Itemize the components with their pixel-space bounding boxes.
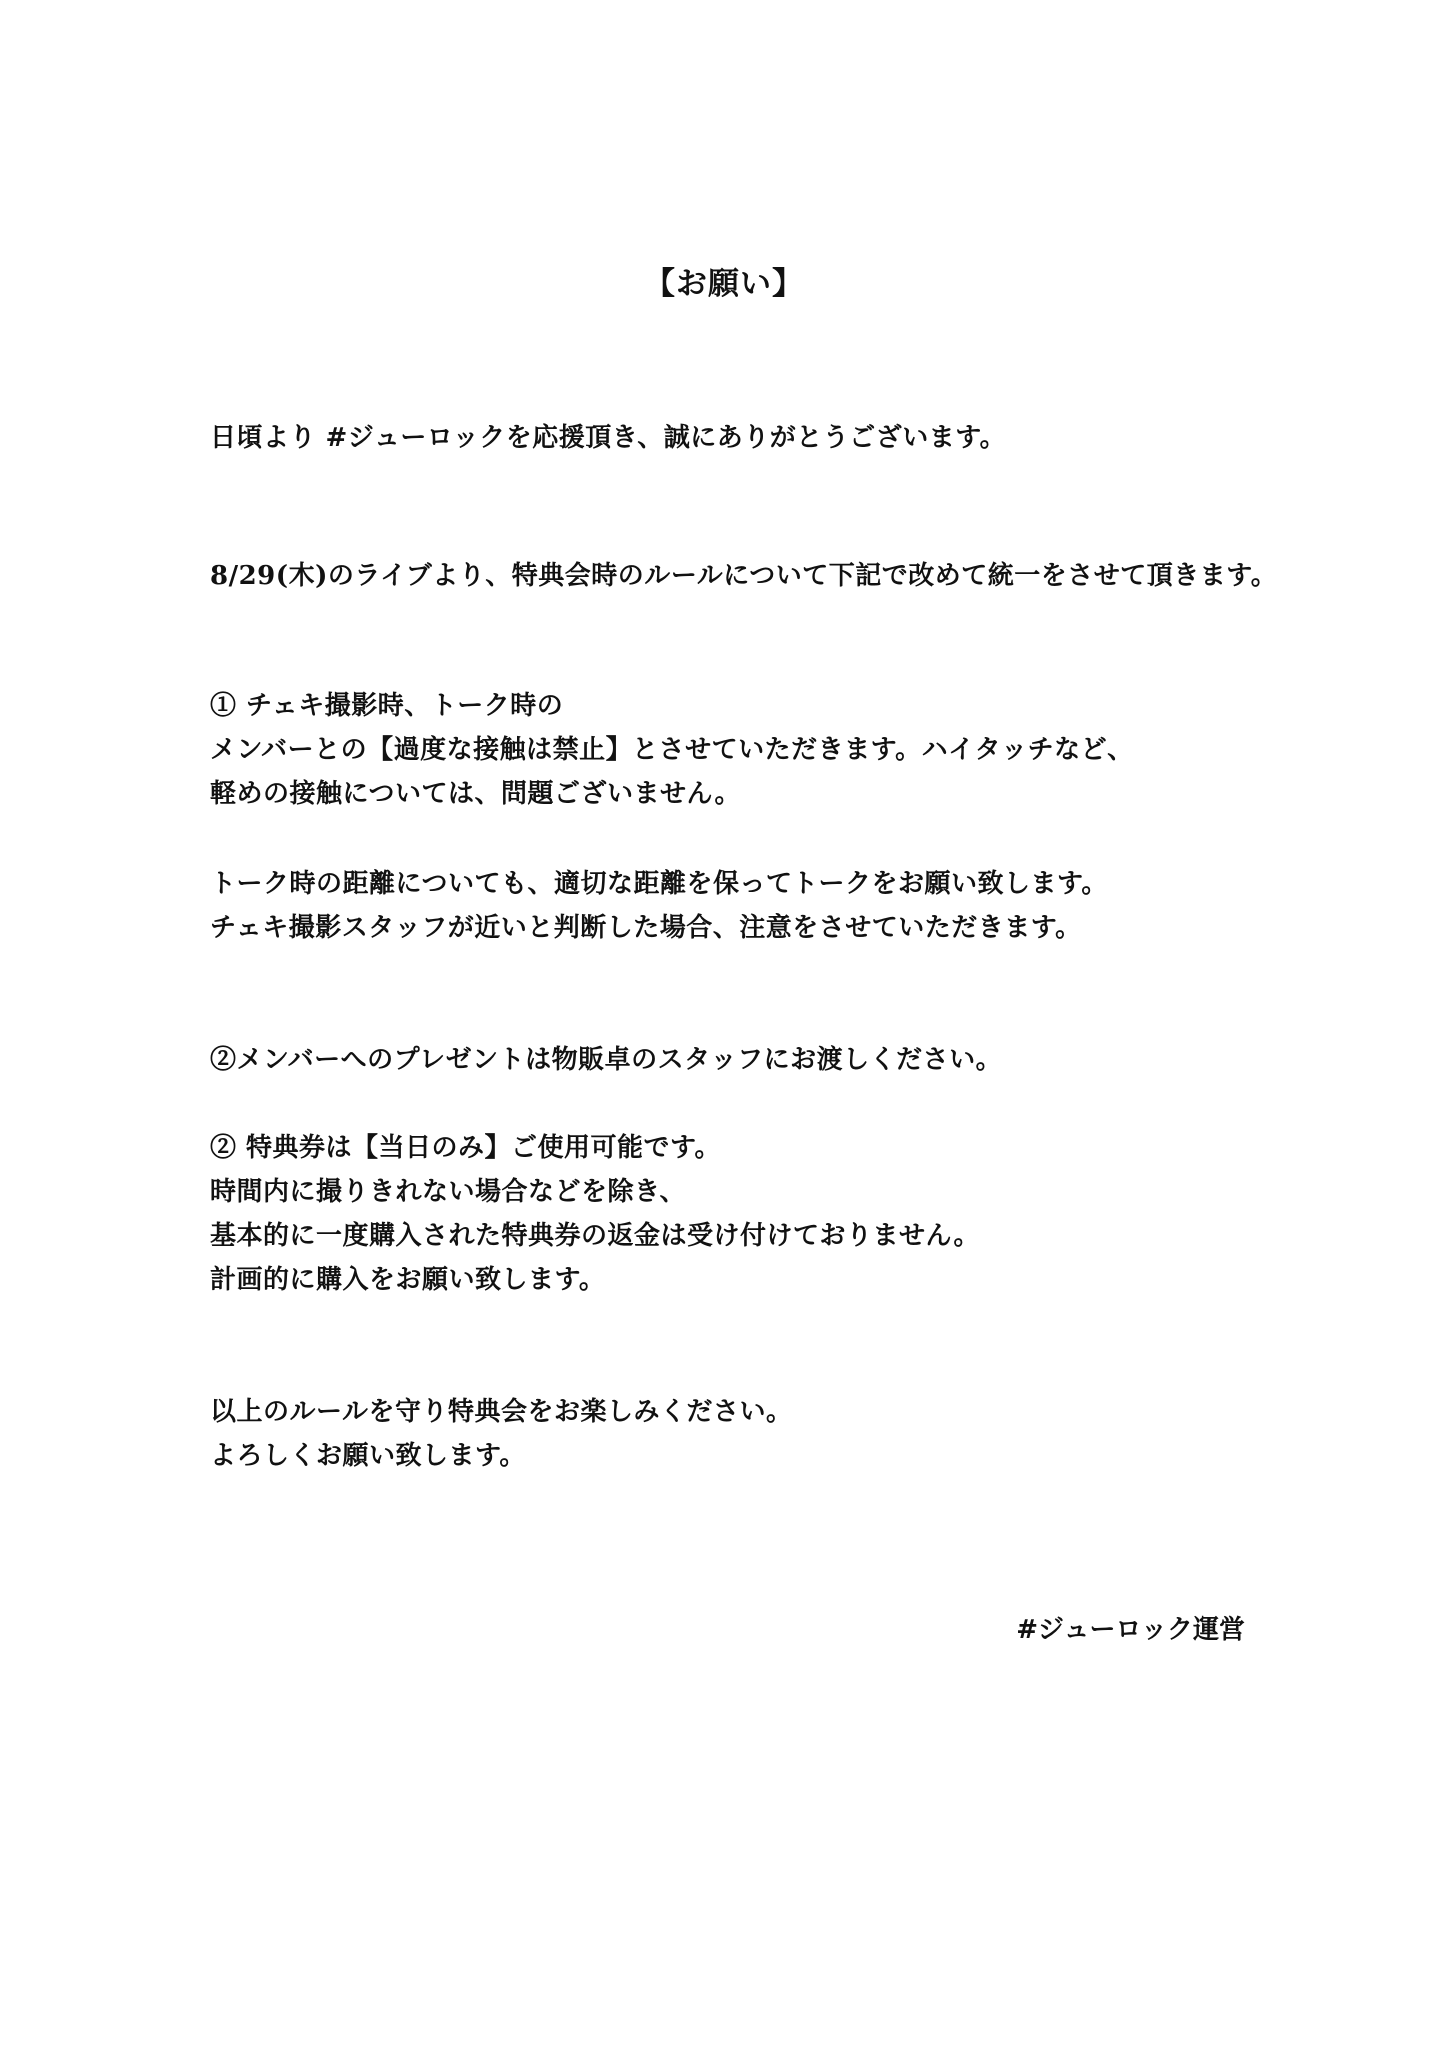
rule3-line: 計画的に購入をお願い致します。	[210, 1265, 606, 1295]
greeting-text: 日頃より #ジューロックを応援頂き、誠にありがとうございます。	[210, 423, 1007, 453]
page-title: 【お願い】	[644, 266, 804, 302]
closing-line: よろしくお願い致します。	[210, 1441, 526, 1471]
rule3-line: 基本的に一度購入された特典券の返金は受け付けておりません。	[210, 1221, 981, 1251]
rule2-text: ②メンバーへのプレゼントは物販卓のスタッフにお渡しください。	[210, 1045, 1003, 1075]
rule3-heading: ② 特典券は【当日のみ】ご使用可能です。	[210, 1133, 721, 1163]
rule1-line: チェキ撮影スタッフが近いと判断した場合、注意をさせていただきます。	[210, 913, 1082, 943]
rule1-heading: ① チェキ撮影時、トーク時の	[210, 691, 564, 721]
intro-text: 8/29(木)のライブより、特典会時のルールについて下記で改めて統一をさせて頂きます。	[210, 561, 1278, 591]
rule1-line: トーク時の距離についても、適切な距離を保ってトークをお願い致します。	[210, 869, 1108, 899]
closing-line: 以上のルールを守り特典会をお楽しみください。	[210, 1397, 793, 1427]
rule1-line: メンバーとの【過度な接触は禁止】とさせていただきます。ハイタッチなど、	[210, 735, 1134, 765]
signature: #ジューロック運営	[1016, 1615, 1245, 1645]
rule3-line: 時間内に撮りきれない場合などを除き、	[210, 1177, 686, 1207]
rule1-line: 軽めの接触については、問題ございません。	[210, 779, 742, 809]
